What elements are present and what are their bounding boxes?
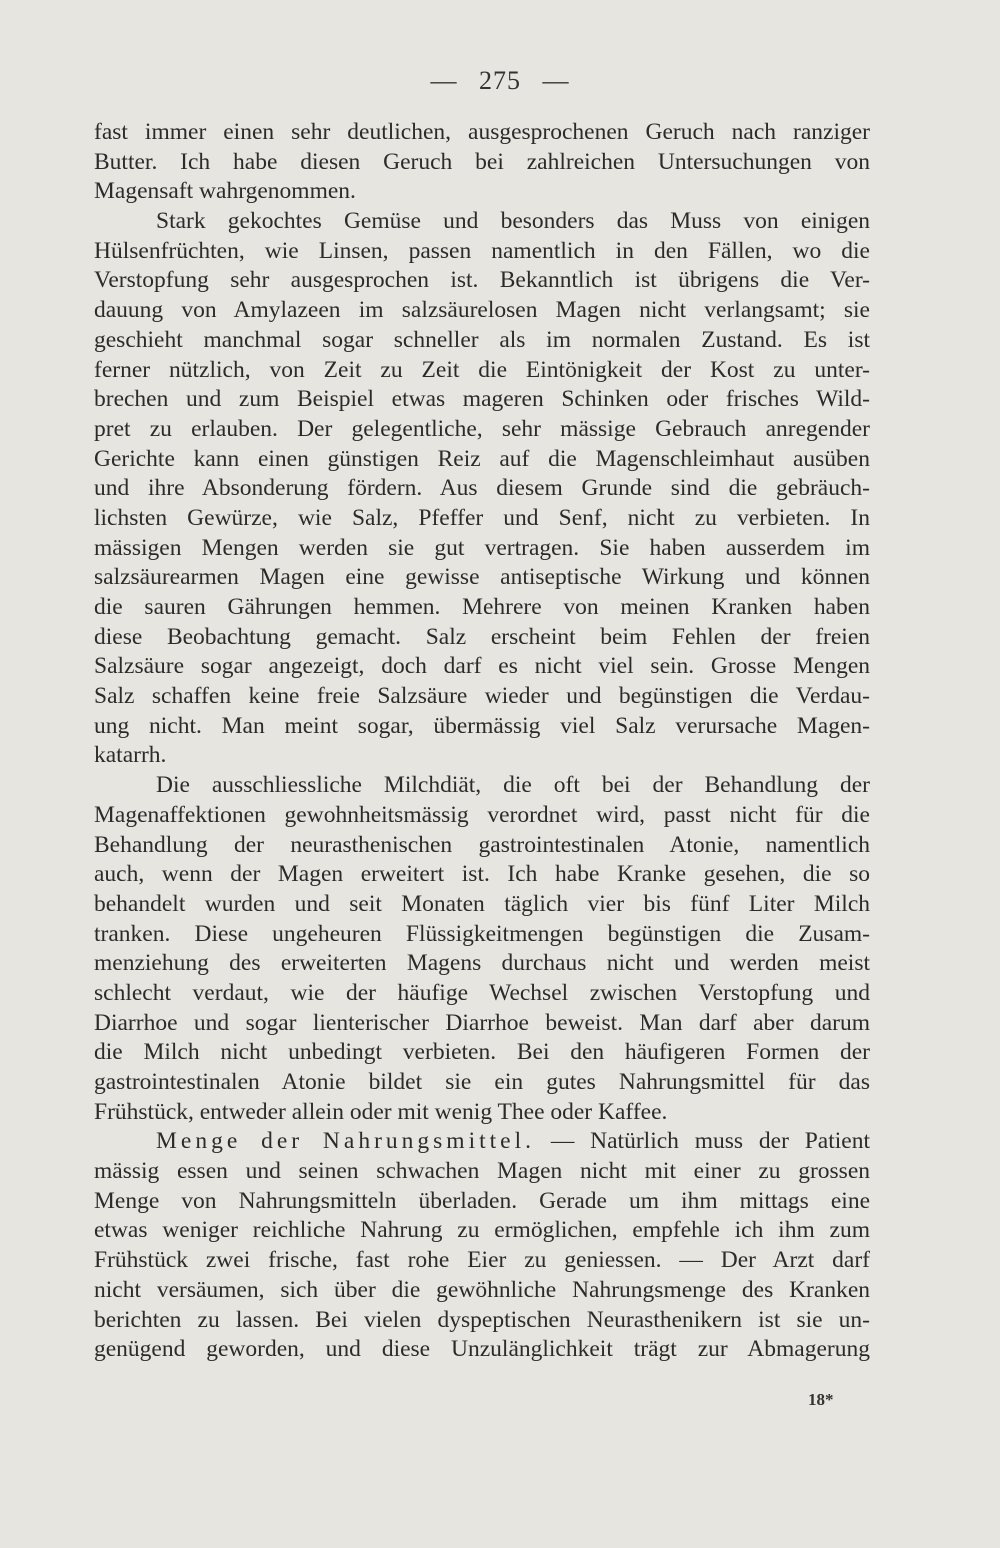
text-line: diese Beobachtung gemacht. Salz erscheint beim Fehlen der freien bbox=[94, 623, 870, 650]
text-line: etwas weniger reichliche Nahrung zu ermöglichen, empfehle ich ihm zum bbox=[94, 1217, 870, 1244]
page-number: 275 bbox=[479, 66, 521, 95]
text-line: ferner nützlich, von Zeit zu Zeit die Eintönigkeit der Kost zu unter- bbox=[94, 356, 870, 383]
text-line: lichsten Gewürze, wie Salz, Pfeffer und Senf, nicht zu verbieten. In bbox=[94, 504, 870, 531]
text-line: Hülsenfrüchten, wie Linsen, passen namentlich in den Fällen, wo die bbox=[94, 237, 870, 264]
text-line: auch, wenn der Magen erweitert ist. Ich habe Kranke gesehen, die so bbox=[94, 861, 870, 888]
text-line: Verstopfung sehr ausgesprochen ist. Bekanntlich ist übrigens die Ver- bbox=[94, 267, 870, 294]
text-line: Frühstück, entweder allein oder mit wenig Thee oder Kaffee. bbox=[94, 1098, 668, 1125]
text-line: tranken. Diese ungeheuren Flüssigkeitmengen begünstigen die Zusam- bbox=[94, 920, 870, 947]
paragraph bbox=[94, 1127, 870, 1365]
text-line: Gerichte kann einen günstigen Reiz auf die Magenschleimhaut ausüben bbox=[94, 445, 870, 472]
text-line-rest: — Natürlich muss der Patient bbox=[535, 1128, 870, 1155]
text-line: Frühstück zwei frische, fast rohe Eier zu geniessen. — Der Arzt darf bbox=[94, 1247, 870, 1274]
text-line-with-spaced-lead bbox=[94, 1127, 870, 1157]
text-line: geschieht manchmal sogar schneller als im normalen Zustand. Es ist bbox=[94, 326, 870, 353]
text-line: Menge von Nahrungsmitteln überladen. Gerade um ihm mittags eine bbox=[94, 1187, 870, 1214]
text-line: fast immer einen sehr deutlichen, ausgesprochenen Geruch nach ranziger bbox=[94, 119, 870, 145]
text-line: Magensaft wahrgenommen. bbox=[94, 178, 356, 205]
signature-mark: 18* bbox=[808, 1390, 834, 1409]
text-line: Salzsäure sogar angezeigt, doch darf es nicht viel sein. Grosse Mengen bbox=[94, 653, 870, 680]
page-header bbox=[0, 66, 1000, 96]
text-line: Die ausschliessliche Milchdiät, die oft bei der Behandlung der bbox=[156, 772, 870, 799]
text-line: katarrh. bbox=[94, 742, 167, 769]
text-line: gastrointestinalen Atonie bildet sie ein gutes Nahrungsmittel für das bbox=[94, 1069, 870, 1095]
text-line: Salz schaffen keine freie Salzsäure wieder und begünstigen die Verdau- bbox=[94, 683, 870, 710]
text-line: schlecht verdaut, wie der häufige Wechsel zwischen Verstopfung und bbox=[94, 979, 870, 1006]
text-line: ung nicht. Man meint sogar, übermässig viel Salz verursache Magen- bbox=[94, 712, 870, 739]
text-line: berichten zu lassen. Bei vielen dyspeptischen Neurasthenikern ist sie un- bbox=[94, 1306, 870, 1333]
text-line: nicht versäumen, sich über die gewöhnliche Nahrungsmenge des Kranken bbox=[94, 1276, 870, 1303]
spaced-section-lead: Menge der Nahrungsmittel. bbox=[156, 1128, 535, 1155]
text-line: salzsäurearmen Magen eine gewisse antiseptische Wirkung und können bbox=[94, 564, 870, 591]
text-line: menziehung des erweiterten Magens durchaus nicht und werden meist bbox=[94, 950, 870, 977]
header-dash-left: — bbox=[430, 66, 458, 95]
text-line: pret zu erlauben. Der gelegentliche, sehr mässige Gebrauch anregender bbox=[94, 415, 870, 442]
text-line: Butter. Ich habe diesen Geruch bei zahlreichen Untersuchungen von bbox=[94, 148, 870, 175]
text-line: genügend geworden, und diese Unzulänglichkeit trägt zur Abmagerung bbox=[94, 1336, 870, 1363]
text-line: und ihre Absonderung fördern. Aus diesem Grunde sind die gebräuch- bbox=[94, 475, 870, 502]
page-body-text bbox=[94, 118, 870, 1365]
paragraph bbox=[94, 207, 870, 771]
text-line: mässigen Mengen werden sie gut vertragen. Sie haben ausserdem im bbox=[94, 534, 870, 561]
text-line: Stark gekochtes Gemüse und besonders das Muss von einigen bbox=[156, 208, 870, 235]
text-line: Diarrhoe und sogar lienterischer Diarrhoe beweist. Man darf aber darum bbox=[94, 1009, 870, 1036]
text-line: mässig essen und seinen schwachen Magen nicht mit einer zu grossen bbox=[94, 1158, 870, 1185]
text-line: Behandlung der neurasthenischen gastrointestinalen Atonie, namentlich bbox=[94, 831, 870, 858]
text-line: die sauren Gährungen hemmen. Mehrere von meinen Kranken haben bbox=[94, 594, 870, 620]
text-line: die Milch nicht unbedingt verbieten. Bei den häufigeren Formen der bbox=[94, 1039, 870, 1066]
text-line: brechen und zum Beispiel etwas mageren Schinken oder frisches Wild- bbox=[94, 386, 870, 413]
paragraph bbox=[94, 118, 870, 207]
header-dash-right: — bbox=[542, 66, 570, 95]
text-line: Magenaffektionen gewohnheitsmässig verordnet wird, passt nicht für die bbox=[94, 801, 870, 828]
paragraph bbox=[94, 771, 870, 1127]
text-line: behandelt wurden und seit Monaten täglich vier bis fünf Liter Milch bbox=[94, 890, 870, 917]
text-line: dauung von Amylazeen im salzsäurelosen Magen nicht verlangsamt; sie bbox=[94, 297, 870, 324]
